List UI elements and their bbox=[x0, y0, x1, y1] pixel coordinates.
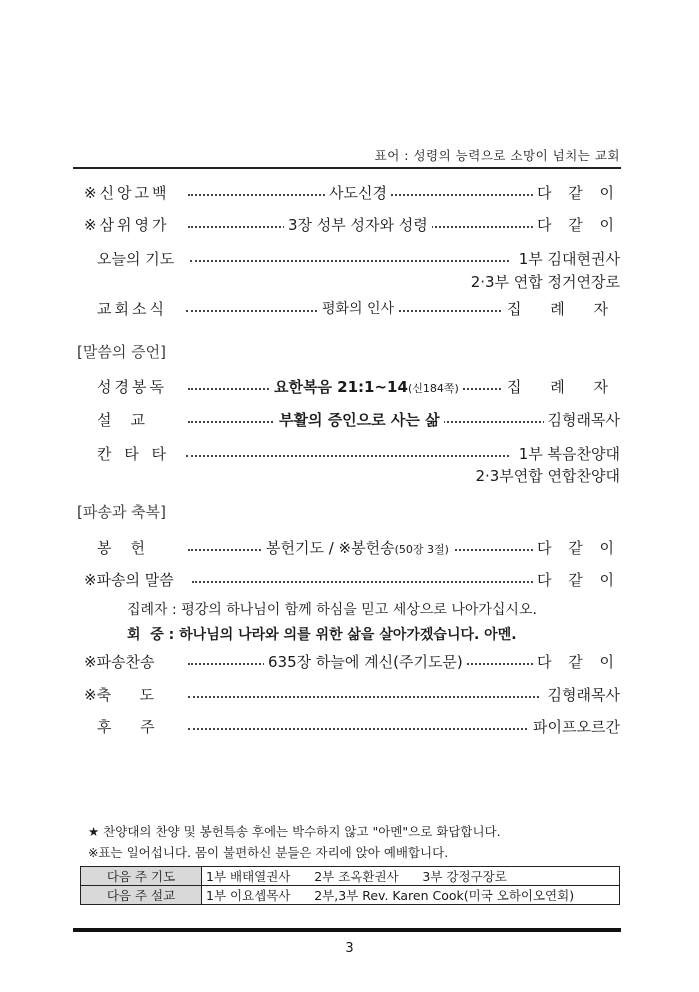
order-label: 설 교 bbox=[97, 411, 146, 429]
order-leader: 집 례 자 bbox=[503, 298, 620, 319]
note-applause: ★ 찬양대의 찬양 및 봉헌특송 후에는 박수하지 않고 "아멘"으로 화답합니다. bbox=[88, 824, 501, 839]
church-motto: 표어 : 성령의 능력으로 소망이 넘치는 교회 bbox=[374, 148, 620, 163]
next-week-sermon-label: 다음 주 설교 bbox=[81, 886, 202, 905]
order-label: ※축 도 bbox=[84, 686, 155, 704]
order-item-sermon bbox=[0, 409, 699, 433]
order-item-cantata bbox=[0, 443, 699, 467]
scripture-page: (신184쪽) bbox=[407, 382, 459, 395]
table-row bbox=[81, 867, 620, 886]
order-label: 후 주 bbox=[97, 718, 155, 736]
order-leader-secondary: 2·3부연합 연합찬양대 bbox=[475, 467, 620, 485]
order-leader: 집 례 자 bbox=[503, 376, 620, 397]
footer-divider bbox=[73, 928, 621, 932]
order-leader: 다 같 이 bbox=[533, 182, 620, 203]
order-item-sending-hymn bbox=[0, 651, 699, 675]
next-week-table bbox=[80, 866, 620, 905]
order-leader: 1부 복음찬양대 bbox=[515, 443, 620, 464]
note-standing: ※표는 일어섭니다. 몸이 불편하신 분들은 자리에 앉아 예배합니다. bbox=[88, 845, 449, 860]
order-leader: 1부 김대현권사 bbox=[515, 248, 620, 269]
order-label: 성경봉독 bbox=[97, 378, 167, 396]
leader-dots bbox=[188, 696, 539, 698]
order-item-scripture bbox=[0, 376, 699, 400]
order-label: ※삼위영가 bbox=[84, 216, 170, 234]
next-week-prayer-value: 1부 배태열권사 2부 조옥환권사 3부 강정구장로 bbox=[202, 867, 620, 886]
order-item-sending-word bbox=[0, 569, 699, 593]
order-label: 봉 헌 bbox=[97, 539, 146, 557]
order-content: 635장 하늘에 계신(주기도문) bbox=[264, 651, 467, 672]
order-leader: 다 같 이 bbox=[533, 651, 620, 672]
order-label: 교회소식 bbox=[97, 300, 167, 318]
leader-dots bbox=[186, 455, 509, 457]
order-item-prayer bbox=[0, 248, 699, 272]
scripture-reference: 요한복음 21:1~14 bbox=[274, 378, 408, 396]
order-content: 3장 성부 성자와 성령 bbox=[284, 214, 432, 235]
order-leader: 다 같 이 bbox=[533, 537, 620, 558]
order-label: ※파송의 말씀 bbox=[84, 571, 174, 589]
congregation-response: 회 중 : 하나님의 나라와 의를 위한 삶을 살아가겠습니다. 아멘. bbox=[127, 627, 517, 643]
order-label: 오늘의 기도 bbox=[97, 250, 175, 268]
offering-hymn-number: (50장 3절) bbox=[394, 543, 449, 556]
leader-response: 집례자 : 평강의 하나님이 함께 하심을 믿고 세상으로 나아가십시오. bbox=[127, 602, 537, 618]
table-row bbox=[81, 886, 620, 905]
leader-dots bbox=[192, 581, 549, 583]
leader-dots bbox=[188, 728, 527, 730]
order-content: 사도신경 bbox=[325, 182, 391, 203]
offering-text: 봉헌기도 / ※봉헌송 bbox=[266, 539, 395, 557]
leader-dots bbox=[190, 260, 509, 262]
page-number: 3 bbox=[345, 941, 354, 956]
order-item-confession bbox=[0, 182, 699, 206]
order-item-offering bbox=[0, 537, 699, 561]
order-content bbox=[262, 537, 453, 558]
order-item-hymn bbox=[0, 214, 699, 238]
order-item-news bbox=[0, 298, 699, 322]
order-leader: 김형래목사 bbox=[544, 409, 620, 430]
sermon-title: 부활의 증인으로 사는 삶 bbox=[275, 409, 444, 430]
order-leader: 다 같 이 bbox=[533, 214, 620, 235]
next-week-sermon-value: 1부 이요셉목사 2부,3부 Rev. Karen Cook(미국 오하이오연회) bbox=[202, 886, 620, 905]
order-label: 칸 타 타 bbox=[97, 445, 171, 463]
section-heading-word: [말씀의 증언] bbox=[77, 343, 166, 361]
header-divider bbox=[73, 167, 621, 169]
order-content: 평화의 인사 bbox=[318, 298, 398, 318]
order-label: ※파송찬송 bbox=[84, 653, 155, 671]
order-leader: 김형래목사 bbox=[544, 684, 620, 705]
order-item-postlude bbox=[0, 716, 699, 740]
order-content bbox=[270, 376, 463, 397]
order-leader: 파이프오르간 bbox=[529, 716, 620, 737]
next-week-prayer-label: 다음 주 기도 bbox=[81, 867, 202, 886]
order-item-benediction bbox=[0, 684, 699, 708]
order-leader: 다 같 이 bbox=[533, 569, 620, 590]
order-label: ※신앙고백 bbox=[84, 184, 170, 202]
section-heading-sending: [파송과 축복] bbox=[77, 503, 166, 521]
order-leader-secondary: 2·3부 연합 정거연장로 bbox=[470, 273, 620, 291]
